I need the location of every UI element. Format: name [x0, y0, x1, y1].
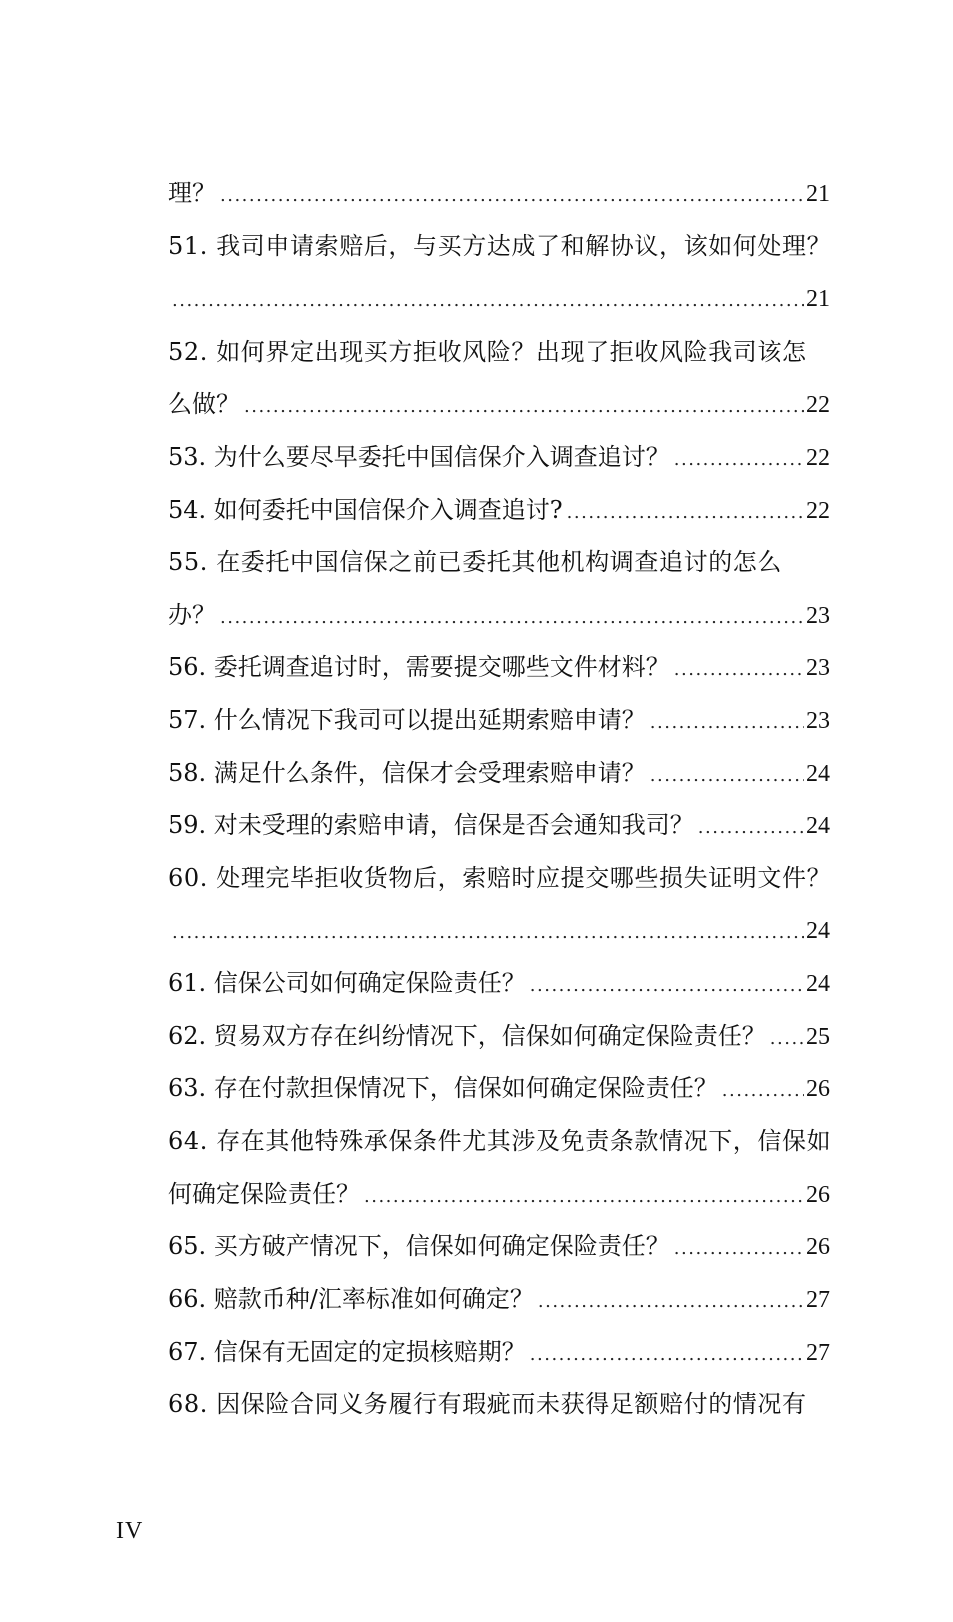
- dot-leader: [364, 1177, 804, 1217]
- dot-leader: [530, 1335, 804, 1375]
- dot-leader: [650, 703, 804, 743]
- toc-entry: [168, 700, 830, 740]
- toc-page-number: 22: [806, 498, 830, 524]
- toc-entry-title: 58. 满足什么条件，信保才会受理索赔申请？: [168, 759, 646, 787]
- toc-entry-title: 么做？: [168, 390, 240, 418]
- toc-entry: [168, 1016, 830, 1056]
- toc-entry: [168, 753, 830, 793]
- toc-entry-title: 61. 信保公司如何确定保险责任？: [168, 969, 526, 997]
- toc-page-number: 21: [806, 286, 830, 312]
- toc-entry-title: 62. 贸易双方存在纠纷情况下，信保如何确定保险责任？: [168, 1022, 766, 1050]
- toc-entry-title: 办？: [168, 601, 216, 629]
- toc-page-number: 21: [806, 181, 830, 207]
- toc-entry: [168, 1174, 830, 1214]
- toc-entry-title: 53. 为什么要尽早委托中国信保介入调查追讨？: [168, 443, 670, 471]
- toc-entry: [168, 805, 830, 845]
- toc-entry-title: 54. 如何委托中国信保介入调查追讨?: [168, 496, 563, 524]
- dot-leader: [698, 808, 804, 848]
- toc-entry-title: 66. 赔款币种/汇率标准如何确定？: [168, 1285, 534, 1313]
- dot-leader: [674, 1229, 804, 1269]
- toc-page-number: 24: [806, 761, 830, 787]
- toc-entry: [168, 911, 830, 951]
- toc-entry-title: 何确定保险责任？: [168, 1180, 360, 1208]
- toc-entry-title: 67. 信保有无固定的定损核赔期？: [168, 1338, 526, 1366]
- toc-entry: [168, 279, 830, 319]
- page-number-footer: IV: [116, 1518, 144, 1544]
- toc-page-number: 27: [806, 1340, 830, 1366]
- toc-page-number: 27: [806, 1287, 830, 1313]
- toc-page-number: 22: [806, 392, 830, 418]
- toc-entry: 55. 在委托中国信保之前已委托其他机构调查追讨的怎么: [168, 548, 782, 576]
- toc-entry: [168, 490, 830, 530]
- toc-page-number: 24: [806, 813, 830, 839]
- dot-leader: [650, 756, 804, 796]
- toc-entry: [168, 595, 830, 635]
- dot-leader: [722, 1071, 804, 1111]
- toc-page-number: 23: [806, 708, 830, 734]
- dot-leader: [530, 966, 804, 1006]
- dot-leader: [220, 176, 804, 216]
- dot-leader: [172, 281, 804, 321]
- dot-leader: [244, 387, 804, 427]
- toc-page-number: 24: [806, 971, 830, 997]
- toc-entry: [168, 647, 830, 687]
- toc-page-number: 26: [806, 1076, 830, 1102]
- toc-page-number: 26: [806, 1182, 830, 1208]
- toc-entry: 68. 因保险合同义务履行有瑕疵而未获得足额赔付的情况有: [168, 1390, 807, 1418]
- toc-entry: 51. 我司申请索赔后，与买方达成了和解协议，该如何处理？: [168, 232, 832, 260]
- dot-leader: [674, 440, 804, 480]
- toc-entry-title: 56. 委托调查追讨时，需要提交哪些文件材料？: [168, 653, 670, 681]
- toc-entry-title: 理？: [168, 179, 216, 207]
- dot-leader: [220, 598, 804, 638]
- toc-entry: [168, 1226, 830, 1266]
- toc-page-number: 25: [806, 1024, 830, 1050]
- dot-leader: [172, 913, 804, 953]
- toc-page-number: 24: [806, 918, 830, 944]
- dot-leader: [770, 1019, 804, 1059]
- toc-page-number: 23: [806, 655, 830, 681]
- toc-entry-title: 57. 什么情况下我司可以提出延期索赔申请？: [168, 706, 646, 734]
- toc-page-number: 23: [806, 603, 830, 629]
- dot-leader: [567, 493, 804, 533]
- toc-entry: 64. 存在其他特殊承保条件尤其涉及免责条款情况下，信保如: [168, 1127, 832, 1155]
- toc-entry-title: 63. 存在付款担保情况下，信保如何确定保险责任？: [168, 1074, 718, 1102]
- toc-page-number: 22: [806, 445, 830, 471]
- toc-entry: 60. 处理完毕拒收货物后，索赔时应提交哪些损失证明文件？: [168, 864, 832, 892]
- toc-entry: [168, 1332, 830, 1372]
- toc-entry: [168, 437, 830, 477]
- toc-entry-title: 59. 对未受理的索赔申请，信保是否会通知我司？: [168, 811, 694, 839]
- toc-entry: [168, 384, 830, 424]
- toc-entry: [168, 1068, 830, 1108]
- dot-leader: [538, 1282, 804, 1322]
- toc-entry: [168, 1279, 830, 1319]
- toc-entry: [168, 173, 830, 213]
- toc-entry-title: 65. 买方破产情况下，信保如何确定保险责任？: [168, 1232, 670, 1260]
- dot-leader: [674, 650, 804, 690]
- toc-entry: [168, 963, 830, 1003]
- toc-entry: 52. 如何界定出现买方拒收风险？出现了拒收风险我司该怎: [168, 338, 807, 366]
- toc-page-number: 26: [806, 1234, 830, 1260]
